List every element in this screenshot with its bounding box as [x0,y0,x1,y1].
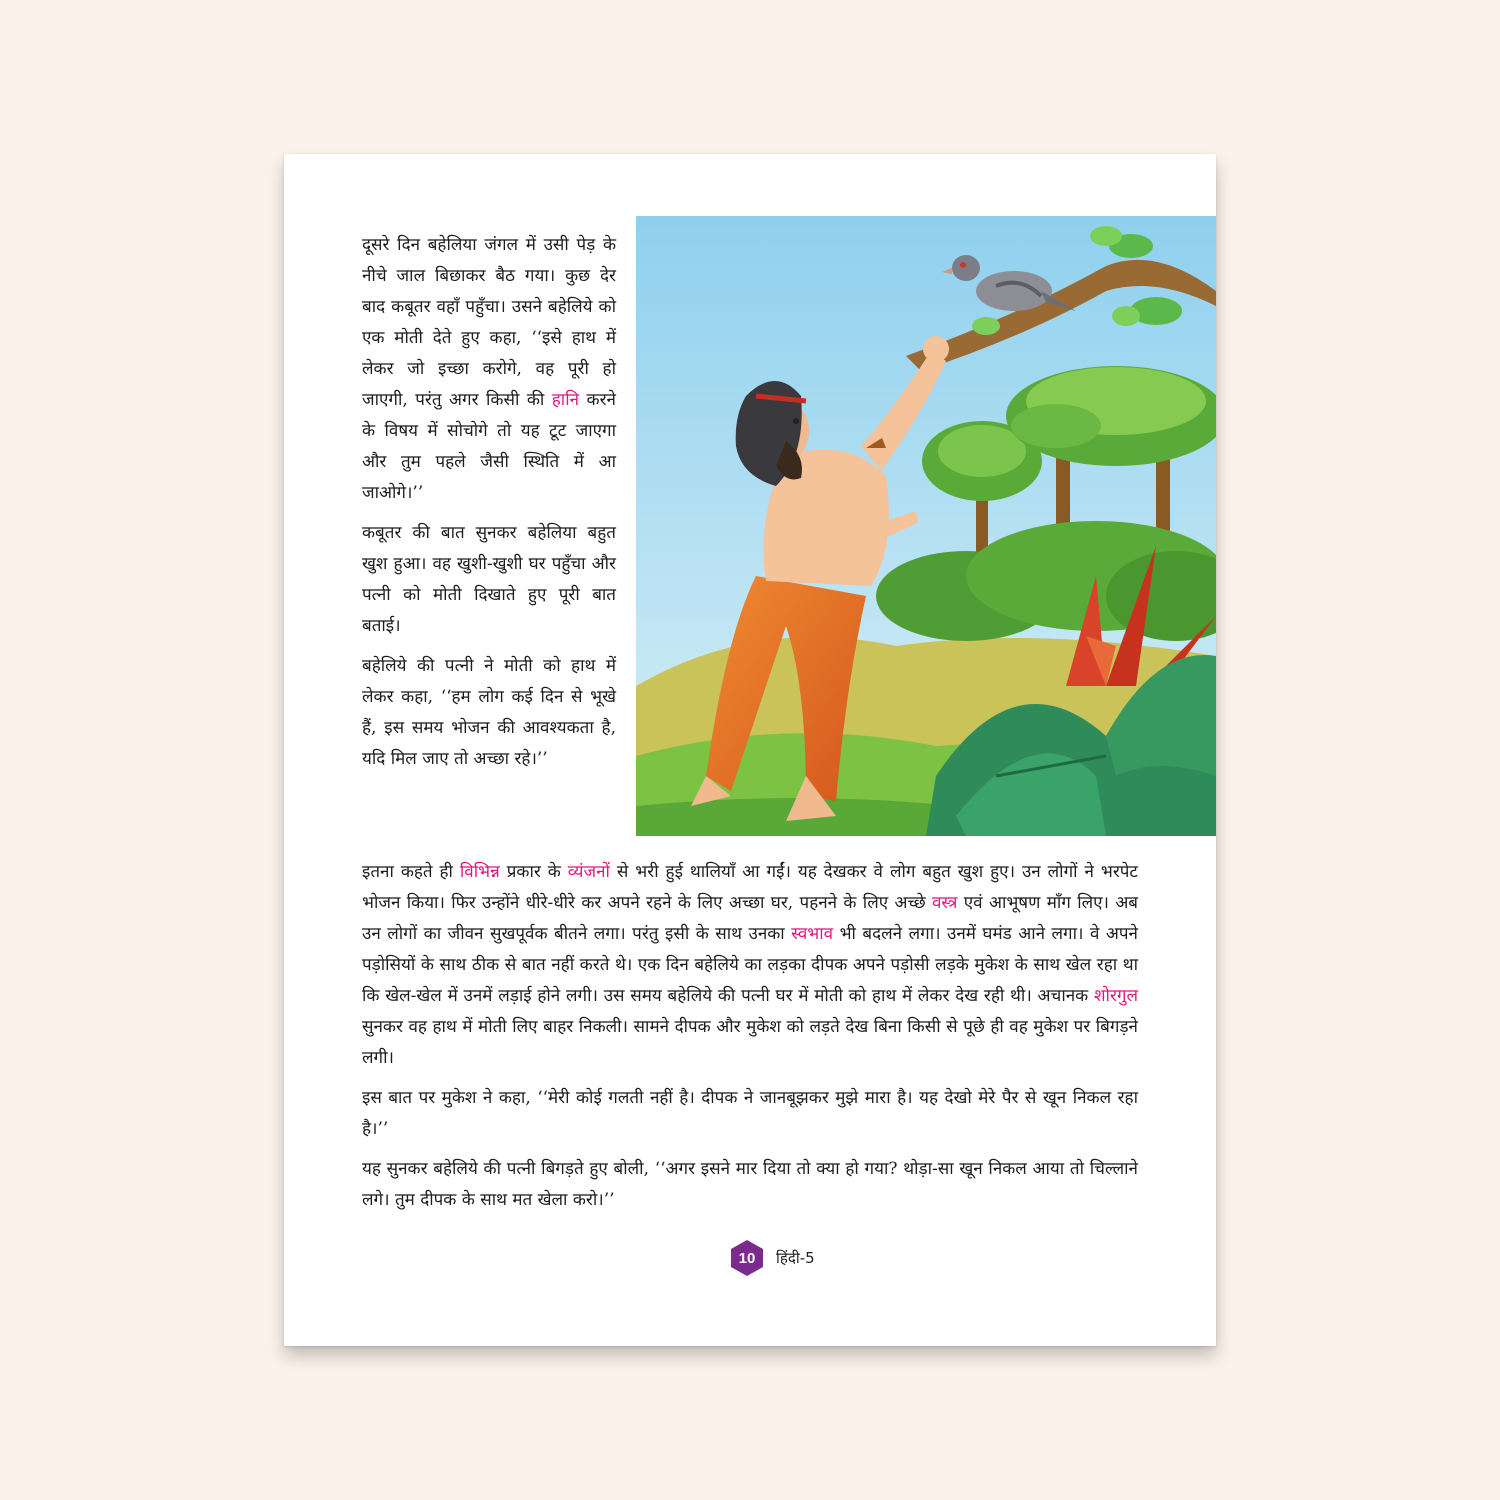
highlighted-word: वस्त्र [931,893,958,913]
highlighted-word: विभिन्न [459,862,500,882]
text-run: से भरी हुई थालियाँ आ गईं। यह देखकर वे लोग बहुत खुश हुए। उन लोगों ने भरपेट भोजन किया। फिर उन्होंने धीरे-धीरे कर अपने रहने के लिए अच्छा घर, पहनने के लिए अच्छे [362,862,1138,913]
highlighted-word: शोरगुल [1093,986,1138,1006]
highlighted-word: स्वभाव [791,924,834,944]
full-width-text [362,857,1138,1225]
left-text-column [362,230,616,784]
paragraph-4 [362,857,1138,1074]
text-run: सुनकर वह हाथ में मोती लिए बाहर निकली। सामने दीपक और मुकेश को लड़ते देख बिना किसी से पूछे ही वह मुकेश पर बिगड़ने लगी। [362,1017,1138,1068]
paragraph-2: कबूतर की बात सुनकर बहेलिया बहुत खुश हुआ। वह खुशी-खुशी घर पहुँचा और पत्नी को मोती दिखाते हुए पूरी बात बताई। [362,523,616,636]
text-run: इतना कहते ही [362,862,460,882]
page-number-badge [728,1239,766,1277]
text-run: करने के विषय में सोचोगे तो यह टूट जाएगा और तुम पहले जैसी स्थिति में आ जाओगे।’’ [362,390,616,503]
page-number: 10 [738,1249,756,1267]
paragraph-6: यह सुनकर बहेलिये की पत्नी बिगड़ते हुए बोली, ‘‘अगर इसने मार दिया तो क्या हो गया? थोड़ा-सा खून निकल आया तो चिल्लाने लगे। तुम दीपक के साथ मत खेला करो।’’ [362,1159,1138,1210]
text-run: एवं आभूषण माँग लिए। अब उन लोगों का जीवन सुखपूर्वक बीतने लगा। परंतु इसी के साथ उनका [362,893,1139,944]
page-footer [728,1238,815,1278]
highlighted-word: हानि [551,390,580,410]
book-page [284,154,1216,1346]
paragraph-3: बहेलिये की पत्नी ने मोती को हाथ में लेकर कहा, ‘‘हम लोग कई दिन से भूखे हैं, इस समय भोजन की आवश्यकता है, यदि मिल जाए तो अच्छा रहे।’’ [362,656,616,769]
text-run: प्रकार के [499,862,568,882]
highlighted-word: व्यंजनों [567,862,610,882]
text-run: भी बदलने लगा। उनमें घमंड आने लगा। वे अपने पड़ोसियों के साथ ठीक से बात नहीं करते थे। एक दिन बहेलिये का लड़का दीपक अपने पड़ोसी लड़के मुकेश के साथ खेल रहा था कि खेल-खेल में उनमें लड़ाई होने लगी। उस समय बहेलिये की पत्नी घर में मोती को हाथ में लेकर देख रही थी। अचानक [362,924,1138,1006]
book-title: हिंदी-5 [776,1249,815,1267]
hunter-pigeon-illustration [636,216,1216,836]
paragraph-5: इस बात पर मुकेश ने कहा, ‘‘मेरी कोई गलती नहीं है। दीपक ने जानबूझकर मुझे मारा है। यह देखो मेरे पैर से खून निकल रहा है।’’ [362,1088,1138,1139]
paragraph-1 [362,230,616,509]
text-run: दूसरे दिन बहेलिया जंगल में उसी पेड़ के नीचे जाल बिछाकर बैठ गया। कुछ देर बाद कबूतर वहाँ पहुँचा। उसने बहेलिये को एक मोती देते हुए कहा, ‘‘इसे हाथ में लेकर जो इच्छा करोगे, वह पूरी हो जाएगी, परंतु अगर किसी की [362,235,616,410]
story-illustration [636,216,1216,836]
